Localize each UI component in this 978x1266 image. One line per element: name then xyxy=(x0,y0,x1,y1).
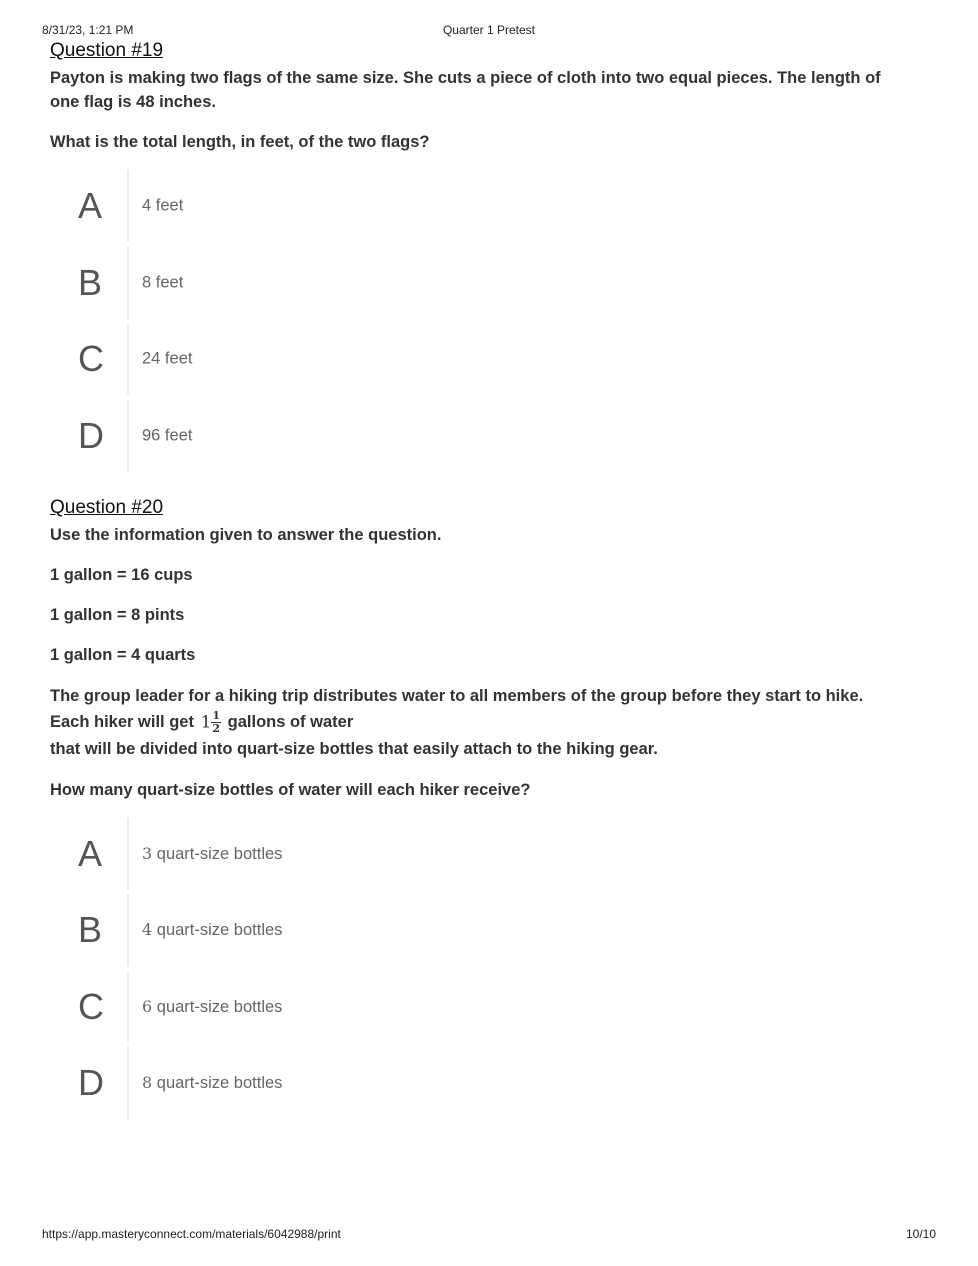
stem-line-2-pre: Each hiker will get xyxy=(50,713,194,731)
question-20-fact-cups: 1 gallon = 16 cups xyxy=(50,566,193,584)
choice-divider xyxy=(127,971,129,1043)
choice-divider xyxy=(127,170,129,242)
choice-letter: C xyxy=(78,985,104,1027)
question-20-fact-quarts: 1 gallon = 4 quarts xyxy=(50,646,196,664)
choice-unit: quart-size bottles xyxy=(156,844,283,863)
q19-choice-b[interactable] xyxy=(50,247,890,319)
choice-letter: D xyxy=(78,1062,104,1104)
choice-number: 6 xyxy=(142,996,153,1016)
choice-text: 96 feet xyxy=(142,426,193,444)
question-19-choices xyxy=(50,170,890,472)
question-20-stem xyxy=(50,683,890,762)
question-20-prompt: How many quart-size bottles of water will each hiker receive? xyxy=(50,780,531,799)
choice-letter: B xyxy=(78,261,103,303)
question-19-heading: Question #19 xyxy=(50,40,164,61)
choice-divider xyxy=(127,400,129,472)
choice-letter: B xyxy=(78,909,103,951)
choice-text: 4 feet xyxy=(142,196,184,215)
mixed-number-whole: 1 xyxy=(200,712,212,733)
question-20-choices xyxy=(50,818,890,1120)
choice-number: 4 xyxy=(142,920,153,940)
fraction-denominator: 2 xyxy=(212,722,221,736)
q19-choice-d[interactable] xyxy=(50,400,890,472)
q20-choice-d[interactable] xyxy=(50,1047,890,1119)
print-footer xyxy=(42,1227,936,1243)
choice-letter: A xyxy=(78,185,103,226)
fraction-numerator: 1 xyxy=(212,709,221,723)
choice-text xyxy=(142,920,282,940)
q20-choice-c[interactable] xyxy=(50,971,890,1043)
question-20 xyxy=(50,496,890,1124)
choice-divider xyxy=(127,323,129,395)
print-datetime: 8/31/23, 1:21 PM xyxy=(42,23,134,37)
question-20-intro: Use the information given to answer the question. xyxy=(50,526,442,544)
choice-letter: D xyxy=(78,414,104,456)
choice-divider xyxy=(127,1047,129,1119)
question-19-prompt: What is the total length, in feet, of the two flags? xyxy=(50,133,430,151)
choice-text xyxy=(142,844,282,864)
choice-text: 24 feet xyxy=(142,349,193,368)
choice-letter: C xyxy=(78,338,104,379)
question-20-fact-pints: 1 gallon = 8 pints xyxy=(50,606,185,624)
stem-line-3: that will be divided into quart-size bottles that easily attach to the hiking gear. xyxy=(50,739,658,758)
question-19 xyxy=(50,39,890,476)
stem-line-1: The group leader for a hiking trip distributes water to all members of the group before they start to hike. xyxy=(50,687,864,705)
q19-choice-a[interactable] xyxy=(50,170,890,242)
choice-number: 8 xyxy=(142,1073,153,1093)
choice-text xyxy=(142,997,282,1017)
choice-letter: A xyxy=(78,832,103,874)
choice-unit: quart-size bottles xyxy=(156,1074,283,1093)
question-19-stem: Payton is making two flags of the same size. She cuts a piece of cloth into two equal pieces. The length of one flag is 48 inches. xyxy=(50,69,881,111)
choice-unit: quart-size bottles xyxy=(156,997,283,1016)
print-header xyxy=(42,23,936,39)
choice-divider xyxy=(127,247,129,319)
page-number: 10/10 xyxy=(905,1227,936,1241)
document-title: Quarter 1 Pretest xyxy=(442,23,536,37)
fraction xyxy=(211,710,221,735)
question-20-heading: Question #20 xyxy=(50,497,164,518)
choice-text xyxy=(142,1073,282,1093)
stem-line-2-post: gallons of water xyxy=(227,713,354,731)
choice-unit: quart-size bottles xyxy=(156,921,283,940)
choice-divider xyxy=(127,818,129,890)
mixed-number xyxy=(201,709,221,736)
q20-choice-a[interactable] xyxy=(50,818,890,890)
choice-text: 8 feet xyxy=(142,273,184,291)
choice-number: 3 xyxy=(142,843,153,863)
q20-choice-b[interactable] xyxy=(50,894,890,966)
q19-choice-c[interactable] xyxy=(50,323,890,395)
choice-divider xyxy=(127,894,129,966)
page-url: https://app.masteryconnect.com/materials/6042988/print xyxy=(42,1227,341,1241)
